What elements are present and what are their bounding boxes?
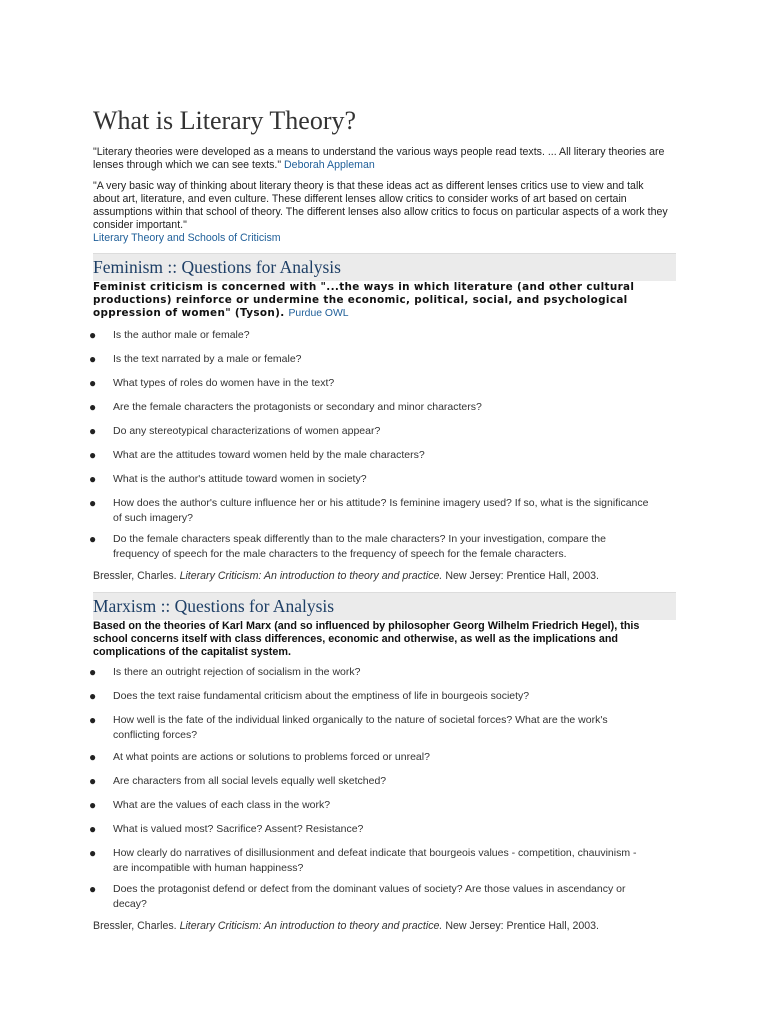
marxism-question-8: ● How clearly do narratives of disillusionment and defeat indicate that bourgeois values - competition, chauvinism - are incompatible with human happiness? xyxy=(89,846,637,874)
bullet-icon: ● xyxy=(89,774,97,788)
deborah-appleman-link[interactable]: Deborah Appleman xyxy=(284,159,375,171)
feminism-question-1: ● Is the author male or female? xyxy=(89,328,250,342)
feminism-intro-text: Feminist criticism is concerned with "...the ways in which literature (and other cultural productions) reinforce or undermine the economic, political, social, and psychological oppression of women" (Tyson). xyxy=(93,281,635,319)
marxism-question-6: ● What are the values of each class in the work? xyxy=(89,798,331,812)
bullet-icon: ● xyxy=(89,798,97,812)
marxism-question-1: ● Is there an outright rejection of socialism in the work? xyxy=(89,665,361,679)
bullet-icon: ● xyxy=(89,328,97,342)
bullet-icon: ● xyxy=(89,846,97,860)
feminism-question-9: ● Do the female characters speak differently than to the male characters? In your investigation, compare the frequency of speech for the male characters to the frequency of speech for the female characters. xyxy=(89,532,606,560)
bullet-icon: ● xyxy=(89,400,97,414)
feminism-question-7: ● What is the author's attitude toward women in society? xyxy=(89,472,367,486)
lenses-quote-text: "A very basic way of thinking about literary theory is that these ideas act as different lenses critics use to view and talk about art, literature, and even culture. These different lenses allow critics to consider works of art based on certain assumptions within that school of theory. The different lenses also allow critics to focus on particular aspects of a work they consider important." xyxy=(93,180,668,231)
literary-theory-schools-link[interactable]: Literary Theory and Schools of Criticism xyxy=(93,232,281,244)
feminism-question-4: ● Are the female characters the protagonists or secondary and minor characters? xyxy=(89,400,482,414)
bullet-icon: ● xyxy=(89,882,97,896)
feminism-question-8: ● How does the author's culture influence her or his attitude? Is feminine imagery used? If so, what is the significance of such imagery? xyxy=(89,496,649,524)
feminism-section-header xyxy=(93,253,676,281)
marxism-question-3: ● How well is the fate of the individual linked organically to the nature of societal forces? What are the work's conflicting forces? xyxy=(89,713,608,741)
marxism-question-4: ● At what points are actions or solutions to problems forced or unreal? xyxy=(89,750,430,764)
marxism-question-2: ● Does the text raise fundamental criticism about the emptiness of life in bourgeois society? xyxy=(89,689,530,703)
bullet-icon: ● xyxy=(89,822,97,836)
feminism-intro xyxy=(93,281,673,320)
feminism-citation: Bressler, Charles. Literary Criticism: An introduction to theory and practice. New Jersey: Prentice Hall, 2003. xyxy=(93,570,599,582)
page-title: What is Literary Theory? xyxy=(93,106,357,135)
bullet-icon: ● xyxy=(89,352,97,366)
bullet-icon: ● xyxy=(89,532,97,546)
bullet-icon: ● xyxy=(89,713,97,727)
feminism-question-5: ● Do any stereotypical characterizations of women appear? xyxy=(89,424,381,438)
bullet-icon: ● xyxy=(89,665,97,679)
marxism-question-5: ● Are characters from all social levels equally well sketched? xyxy=(89,774,387,788)
marxism-question-9: ● Does the protagonist defend or defect from the dominant values of society? Are those values in ascendancy or decay? xyxy=(89,882,626,910)
bullet-icon: ● xyxy=(89,424,97,438)
bullet-icon: ● xyxy=(89,496,97,510)
bullet-icon: ● xyxy=(89,448,97,462)
feminism-heading: Feminism :: Questions for Analysis xyxy=(93,257,341,277)
feminism-question-6: ● What are the attitudes toward women held by the male characters? xyxy=(89,448,425,462)
feminism-question-3: ● What types of roles do women have in the text? xyxy=(89,376,335,390)
bullet-icon: ● xyxy=(89,376,97,390)
bullet-icon: ● xyxy=(89,750,97,764)
lenses-quote xyxy=(93,180,673,245)
marxism-heading: Marxism :: Questions for Analysis xyxy=(93,596,335,616)
appleman-quote xyxy=(93,146,673,172)
marxism-intro: Based on the theories of Karl Marx (and so influenced by philosopher Georg Wilhelm Friedrich Hegel), this school concerns itself with class differences, economic and otherwise, as well as the implications and complications of the capitalist system. xyxy=(93,620,640,658)
marxism-citation: Bressler, Charles. Literary Criticism: An introduction to theory and practice. New Jersey: Prentice Hall, 2003. xyxy=(93,920,599,932)
bullet-icon: ● xyxy=(89,689,97,703)
appleman-quote-text: "Literary theories were developed as a means to understand the various ways people read texts. ... All literary theories are lenses through which we can see texts." xyxy=(93,146,665,171)
bullet-icon: ● xyxy=(89,472,97,486)
marxism-question-7: ● What is valued most? Sacrifice? Assent? Resistance? xyxy=(89,822,364,836)
purdue-owl-link[interactable]: Purdue OWL xyxy=(288,308,349,319)
feminism-question-2: ● Is the text narrated by a male or female? xyxy=(89,352,302,366)
marxism-section-header xyxy=(93,592,676,620)
